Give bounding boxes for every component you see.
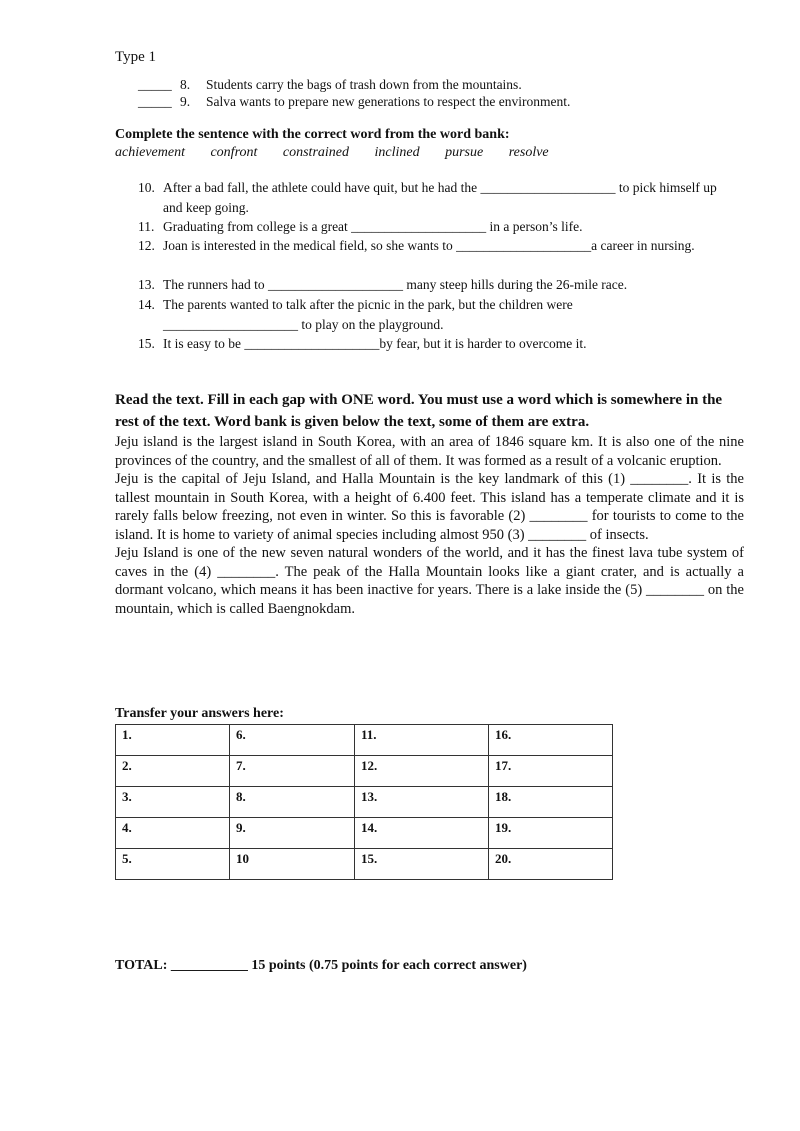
table-row [116, 818, 613, 849]
sentence-number: 10. [138, 180, 155, 195]
item-text: Students carry the bags of trash down from the mountains. [206, 77, 522, 92]
reading-instructions: Read the text. Fill in each gap with ONE word. You must use a word which is somewhere in the rest of the text. Word bank is given below the text, some of them are extra. [115, 392, 723, 430]
sentence-11 [138, 217, 718, 237]
answer-table [115, 724, 613, 880]
sentence-number: 14. [138, 297, 155, 312]
sentence-text: Graduating from college is a great ____________________ in a person’s life. [163, 219, 583, 234]
tf-item-8 [138, 77, 522, 93]
answer-cell[interactable]: 5. [116, 849, 230, 880]
table-row [116, 756, 613, 787]
word-bank-item: inclined [374, 145, 420, 160]
word-bank [115, 145, 571, 161]
item-number: 8. [180, 77, 191, 92]
sentence-text: It is easy to be ____________________by fear, but it is harder to overcome it. [163, 336, 587, 351]
total-score: TOTAL: ___________ 15 points (0.75 points for each correct answer) [115, 958, 527, 973]
answer-cell[interactable]: 10 [230, 849, 355, 880]
answer-cell[interactable]: 4. [116, 818, 230, 849]
passage-paragraph: Jeju island is the largest island in South Korea, with an area of 1846 square km. It is also one of the nine provinces of the country, and the smallest of all of them. It was formed as a result of a volcanic eruption. [115, 434, 744, 469]
table-row [116, 849, 613, 880]
sentence-12 [138, 236, 718, 256]
word-bank-item: resolve [508, 145, 549, 160]
answer-cell[interactable]: 11. [355, 725, 489, 756]
word-bank-item: constrained [282, 145, 349, 160]
sentence-text: After a bad fall, the athlete could have quit, but he had the ____________________ to pick himself up and keep going. [163, 180, 717, 215]
sentence-13 [138, 275, 718, 295]
table-row [116, 725, 613, 756]
answer-cell[interactable]: 13. [355, 787, 489, 818]
passage-paragraph: Jeju Island is one of the new seven natural wonders of the world, and it has the finest lava tube system of caves in the (4) ________. The peak of the Halla Mountain looks like a giant crater, and is actually a dormant volcano, which means it has been inactive for years. There is a lake inside the (5) ________ on the mountain, which is called Baengnokdam. [115, 545, 744, 617]
passage-paragraph: Jeju is the capital of Jeju Island, and Halla Mountain is the key landmark of this (1) ________. It is the tallest mountain in South Korea, with a height of 6.400 feet. This island has a temperate climate and it is rarely falls below freezing, not even in winter. So this is favorable (2) ________ for tourists to come to the island. It is home to variety of animal species including almost 950 (3) ________ of insects. [115, 471, 744, 543]
table-row [116, 787, 613, 818]
sentence-15 [138, 334, 718, 354]
reading-passage [115, 433, 744, 618]
sentence-number: 15. [138, 336, 155, 351]
word-bank-item: achievement [115, 145, 185, 160]
sentence-number: 12. [138, 238, 155, 253]
answer-blank[interactable]: _____ [138, 94, 172, 109]
answer-cell[interactable]: 9. [230, 818, 355, 849]
sentence-number: 11. [138, 219, 155, 234]
type-label: Type 1 [115, 49, 157, 65]
word-bank-item: confront [210, 145, 258, 160]
answer-cell[interactable]: 8. [230, 787, 355, 818]
wordbank-instructions: Complete the sentence with the correct word from the word bank: [115, 127, 510, 142]
tf-item-9 [138, 94, 570, 110]
answer-cell[interactable]: 14. [355, 818, 489, 849]
sentence-number: 13. [138, 277, 155, 292]
answer-cell[interactable]: 3. [116, 787, 230, 818]
answer-cell[interactable]: 1. [116, 725, 230, 756]
sentence-text: The parents wanted to talk after the picnic in the park, but the children were ____________________ to play on the playground. [163, 297, 573, 332]
answer-cell[interactable]: 2. [116, 756, 230, 787]
sentence-14 [138, 295, 638, 334]
sentence-10 [138, 178, 718, 217]
answer-cell[interactable]: 17. [489, 756, 613, 787]
sentence-text: The runners had to ____________________ many steep hills during the 26-mile race. [163, 277, 628, 292]
answer-cell[interactable]: 6. [230, 725, 355, 756]
item-number: 9. [180, 94, 191, 109]
answer-cell[interactable]: 16. [489, 725, 613, 756]
answer-cell[interactable]: 19. [489, 818, 613, 849]
answer-cell[interactable]: 18. [489, 787, 613, 818]
item-text: Salva wants to prepare new generations to respect the environment. [206, 94, 571, 109]
word-bank-item: pursue [445, 145, 484, 160]
answer-cell[interactable]: 12. [355, 756, 489, 787]
answer-blank[interactable]: _____ [138, 77, 172, 92]
answer-cell[interactable]: 15. [355, 849, 489, 880]
transfer-title: Transfer your answers here: [115, 706, 284, 721]
answer-cell[interactable]: 7. [230, 756, 355, 787]
sentence-text: Joan is interested in the medical field, so she wants to ____________________a career in nursing. [163, 238, 695, 253]
answer-cell[interactable]: 20. [489, 849, 613, 880]
